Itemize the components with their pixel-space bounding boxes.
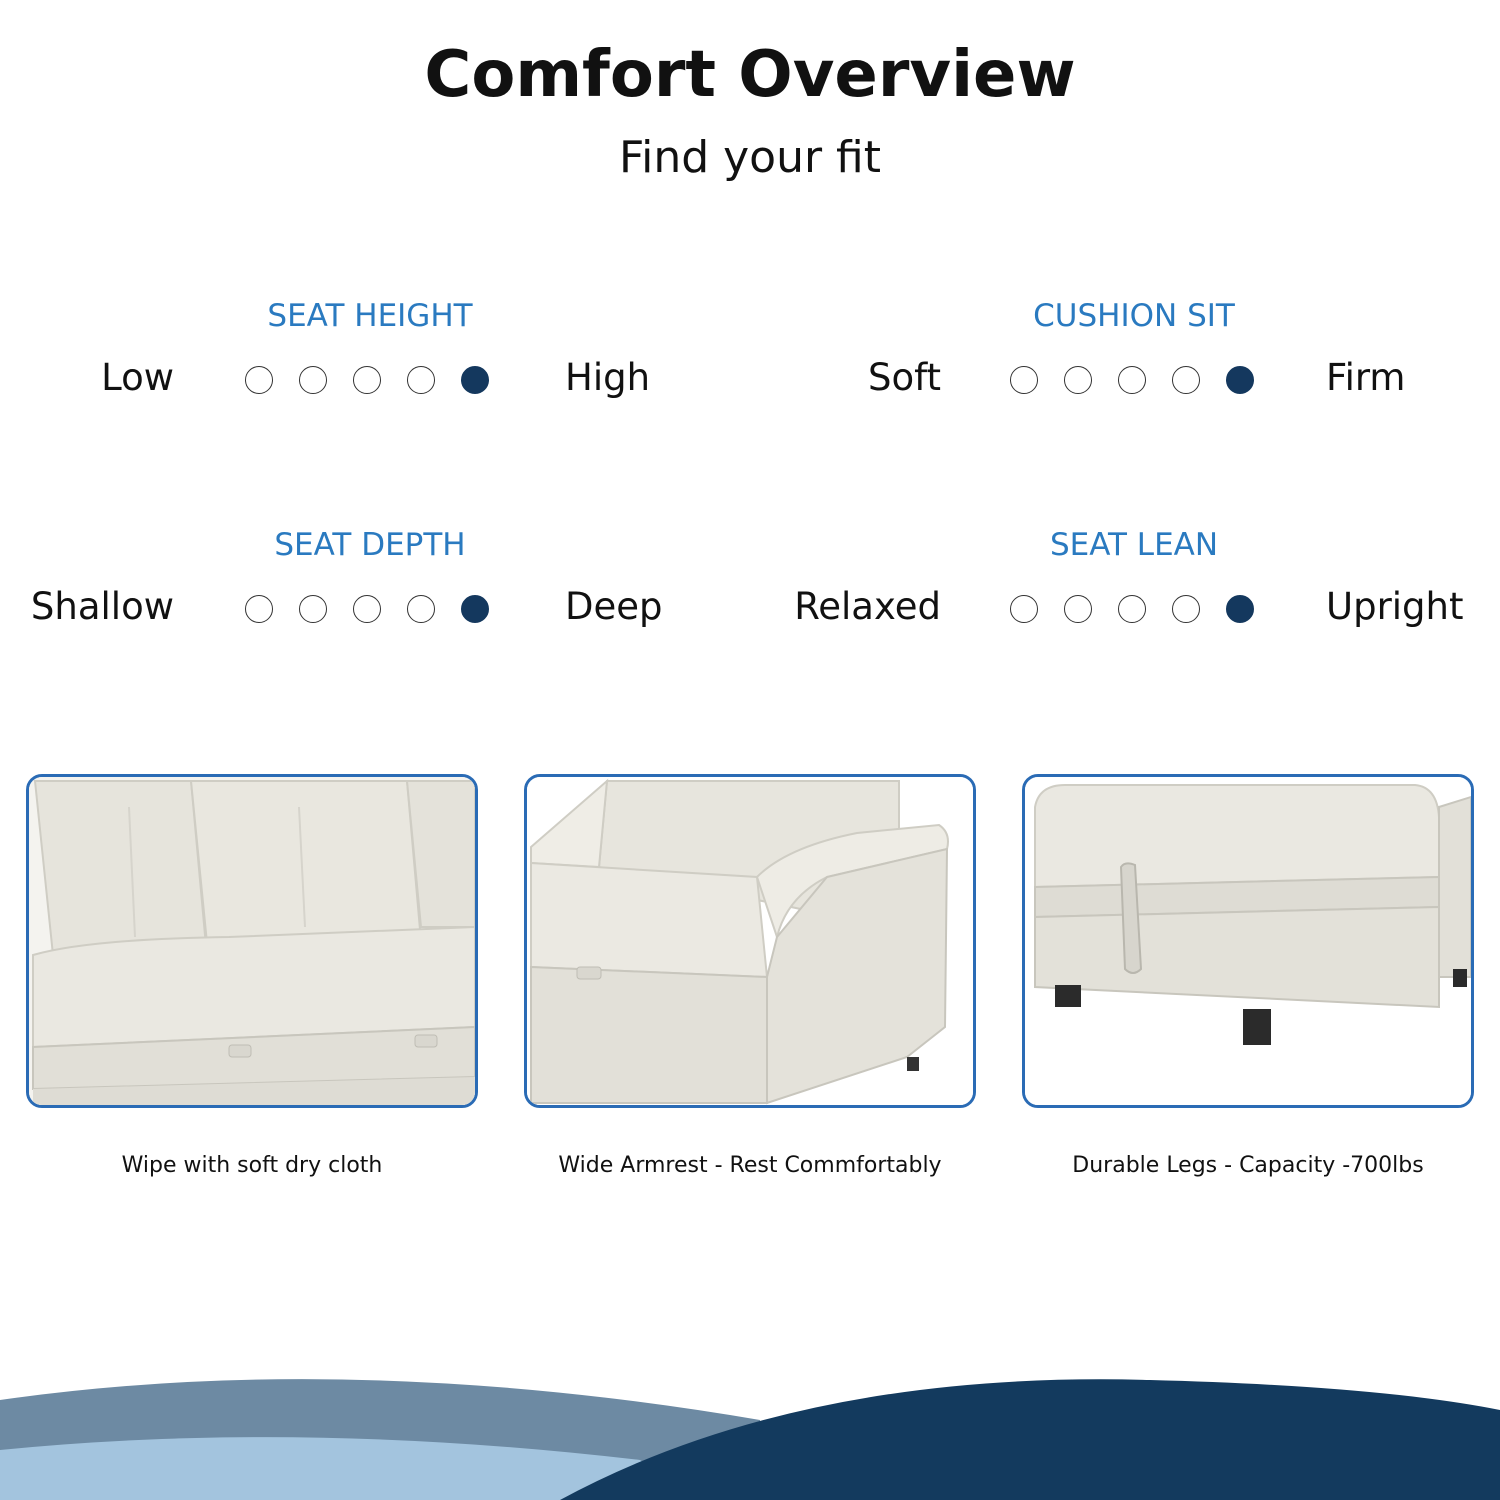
rating-dot xyxy=(353,595,381,623)
page-title: Comfort Overview xyxy=(424,38,1076,112)
rating-dot xyxy=(245,366,273,394)
rating-low-label: Low xyxy=(101,356,174,399)
rating-dot xyxy=(1010,595,1038,623)
sofa-armrest-image xyxy=(527,777,973,1105)
rating-dot xyxy=(1172,366,1200,394)
rating-title: SEAT HEIGHT xyxy=(267,298,473,334)
rating-dot xyxy=(1172,595,1200,623)
storage-ottoman-image xyxy=(1025,777,1471,1105)
sofa-cushion-image xyxy=(29,777,475,1105)
rating-dot xyxy=(1064,366,1092,394)
rating-title: CUSHION SIT xyxy=(1033,298,1235,334)
rating-dots xyxy=(1010,595,1254,623)
rating-dot xyxy=(407,366,435,394)
rating-dot-selected xyxy=(1226,595,1254,623)
rating-dot xyxy=(353,366,381,394)
rating-title: SEAT LEAN xyxy=(1049,527,1219,563)
feature-card-legs xyxy=(1022,774,1474,1108)
rating-dot xyxy=(1064,595,1092,623)
rating-dot-selected xyxy=(1226,366,1254,394)
rating-title: SEAT DEPTH xyxy=(274,527,466,563)
rating-high-label: Firm xyxy=(1326,356,1406,399)
rating-high-label: Deep xyxy=(565,585,663,628)
feature-caption: Wide Armrest - Rest Commfortably xyxy=(558,1153,942,1178)
rating-high-label: Upright xyxy=(1326,585,1464,628)
page-subtitle: Find your fit xyxy=(618,132,882,183)
rating-dot xyxy=(1118,366,1146,394)
rating-dot xyxy=(407,595,435,623)
rating-dot xyxy=(1118,595,1146,623)
rating-dot-selected xyxy=(461,595,489,623)
rating-dots xyxy=(245,366,489,394)
rating-dot xyxy=(245,595,273,623)
rating-dot-selected xyxy=(461,366,489,394)
rating-low-label: Soft xyxy=(867,356,941,399)
feature-card-cushion xyxy=(26,774,478,1108)
rating-dot xyxy=(299,366,327,394)
rating-low-label: Shallow xyxy=(30,585,174,628)
rating-high-label: High xyxy=(565,356,651,399)
rating-dots xyxy=(245,595,489,623)
rating-low-label: Relaxed xyxy=(794,585,941,628)
rating-dots xyxy=(1010,366,1254,394)
feature-caption: Durable Legs - Capacity -700lbs xyxy=(1072,1153,1424,1178)
decorative-waves xyxy=(0,1360,1500,1500)
feature-caption: Wipe with soft dry cloth xyxy=(121,1153,383,1178)
feature-card-armrest xyxy=(524,774,976,1108)
rating-dot xyxy=(299,595,327,623)
rating-dot xyxy=(1010,366,1038,394)
